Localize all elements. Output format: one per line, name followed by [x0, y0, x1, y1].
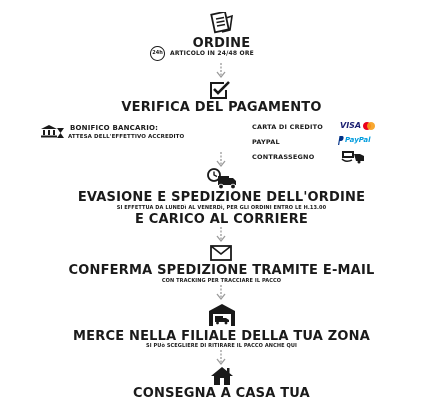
evasione-title: EVASIONE E SPEDIZIONE DELL'ORDINE	[77, 190, 366, 205]
bonifico-title: BONIFICO BANCARIO:	[70, 124, 159, 132]
cash-delivery-icon	[340, 148, 370, 164]
delivery-truck-clock-icon	[206, 168, 238, 190]
evasione-title-line2: E CARICO AL CORRIERE	[134, 212, 309, 227]
payment-label-carta: CARTA DI CREDITO	[252, 123, 324, 131]
24h-badge-icon: 24h	[150, 46, 165, 61]
visa-logo: VISA	[340, 121, 362, 130]
mastercard-logo	[362, 121, 376, 131]
paypal-p-icon	[337, 136, 344, 145]
payment-label-contrassegno: CONTRASSEGNO	[252, 153, 315, 161]
conferma-note: CON TRACKING PER TRACCIARE IL PACCO	[161, 278, 282, 284]
warehouse-truck-icon	[208, 303, 236, 327]
ordine-subtitle: ARTICOLO IN 24/48 ORE	[170, 50, 254, 57]
hourglass-icon	[57, 128, 64, 138]
evasione-note: SI EFFETTUA DA LUNEDì AL VENERDì, PER GLI ORDINI ENTRO LE H.13.00	[116, 205, 327, 211]
consegna-title: CONSEGNA A CASA TUA	[133, 386, 310, 401]
envelope-icon	[210, 245, 232, 261]
house-icon	[210, 366, 234, 386]
merce-title: MERCE NELLA FILIALE DELLA TUA ZONA	[73, 329, 370, 344]
arrow-down-icon	[214, 63, 228, 81]
bonifico-subtitle: ATTESA DELL'EFFETTIVO ACCREDITO	[68, 134, 185, 140]
order-list-icon	[208, 12, 236, 34]
merce-note: SI PUò SCEGLIERE DI RITIRARE IL PACCO ANCHE QUI	[146, 343, 297, 349]
bank-icon	[40, 124, 58, 138]
arrow-down-icon	[214, 285, 228, 303]
arrow-down-icon	[214, 227, 228, 245]
paypal-logo: PayPal	[345, 136, 371, 144]
ordine-title: ORDINE	[192, 36, 251, 51]
verifica-title: VERIFICA DEL PAGAMENTO	[121, 100, 322, 115]
payment-label-paypal: PAYPAL	[252, 138, 280, 146]
checkbox-icon	[209, 80, 233, 100]
conferma-title: CONFERMA SPEDIZIONE TRAMITE E-MAIL	[68, 263, 375, 278]
